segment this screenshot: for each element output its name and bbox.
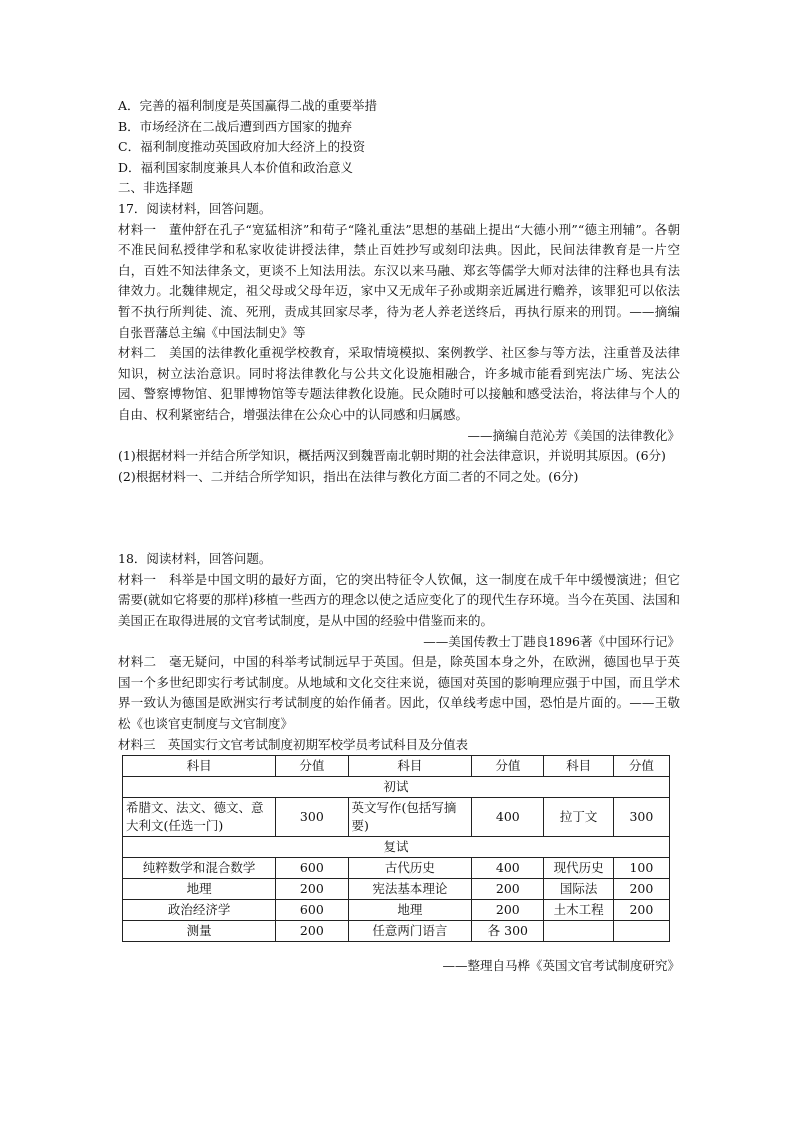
table-cell: 400 bbox=[472, 798, 544, 837]
option-b: B．市场经济在二战后遭到西方国家的抛弃 bbox=[118, 118, 353, 134]
section-title: 二、非选择题 bbox=[118, 180, 194, 196]
table-cell: 古代历史 bbox=[348, 858, 472, 879]
document-page bbox=[118, 96, 680, 977]
second-exam-label: 复试 bbox=[123, 837, 670, 858]
table-cell: 200 bbox=[472, 900, 544, 921]
table-row bbox=[123, 879, 670, 900]
table-cell: 政治经济学 bbox=[123, 900, 276, 921]
option-d: D．福利国家制度兼具人本价值和政治意义 bbox=[118, 159, 354, 175]
table-cell: 地理 bbox=[348, 900, 472, 921]
q17-question2: (2)根据材料一、二并结合所学知识，指出在法律与教化方面二者的不同之处。(6分) bbox=[118, 468, 579, 484]
table-header-cell: 分值 bbox=[276, 756, 348, 777]
table-cell: 400 bbox=[472, 858, 544, 879]
table-row bbox=[123, 798, 670, 837]
table-cell: 国际法 bbox=[544, 879, 613, 900]
table-cell: 希腊文、法文、德文、意大利文(任选一门) bbox=[123, 798, 276, 837]
table-cell: 200 bbox=[613, 879, 669, 900]
table-cell bbox=[613, 921, 669, 942]
q17-question1: (1)根据材料一并结合所学知识，概括两汉到魏晋南北朝时期的社会法律意识，并说明其原因。(6分) bbox=[118, 448, 666, 464]
table-cell: 测量 bbox=[123, 921, 276, 942]
q17-title: 17．阅读材料，回答问题。 bbox=[118, 200, 272, 216]
table-section-row bbox=[123, 777, 670, 798]
table-header-cell: 科目 bbox=[544, 756, 613, 777]
q18-material1: 材料一 科举是中国文明的最好方面，它的突出特征令人钦佩，这一制度在成千年中缓慢演进；但它需要(就如它将要的那样)移植一些西方的理念以使之适应变化了的现代生存环境。当今在英国、法国和美国正在取得进展的文官考试制度，是从中国的经验中借鉴而来的。 bbox=[118, 571, 680, 629]
table-cell: 200 bbox=[276, 921, 348, 942]
table-section-row bbox=[123, 837, 670, 858]
table-cell: 600 bbox=[276, 900, 348, 921]
table-header-cell: 科目 bbox=[348, 756, 472, 777]
table-cell bbox=[544, 921, 613, 942]
q18-material3-title: 材料三 英国实行文官考试制度初期军校学员考试科目及分值表 bbox=[118, 736, 469, 752]
table-header-cell: 科目 bbox=[123, 756, 276, 777]
q18-material1-source: ——美国传教士丁韪良1896著《中国环行记》 bbox=[423, 633, 680, 649]
table-cell: 英文写作(包括写摘要) bbox=[348, 798, 472, 837]
table-cell: 200 bbox=[613, 900, 669, 921]
table-cell: 各 300 bbox=[472, 921, 544, 942]
q17-material2-source: ——摘编自范沁芳《美国的法律教化》 bbox=[467, 427, 680, 443]
table-cell: 600 bbox=[276, 858, 348, 879]
table-cell: 300 bbox=[613, 798, 669, 837]
table-row bbox=[123, 858, 670, 879]
q18-title: 18．阅读材料，回答问题。 bbox=[118, 551, 272, 567]
table-header-row bbox=[123, 756, 670, 777]
exam-subjects-table bbox=[122, 755, 670, 942]
table-cell: 地理 bbox=[123, 879, 276, 900]
table-header-cell: 分值 bbox=[613, 756, 669, 777]
q17-material2: 材料二 美国的法律教化重视学校教育，采取情境模拟、案例教学、社区参与等方法，注重普及法律知识，树立法治意识。同时将法律教化与公共文化设施相融合，许多城市能看到宪法广场、宪法公园、警察博物馆、犯罪博物馆等专题法律教化设施。民众随时可以接触和感受法治，将法律与个人的自由、权利紧密结合，增强法律在公众心中的认同感和归属感。 bbox=[118, 345, 680, 422]
answer-space bbox=[118, 487, 680, 549]
table-cell: 任意两门语言 bbox=[348, 921, 472, 942]
initial-exam-label: 初试 bbox=[123, 777, 670, 798]
q18-material2: 材料二 毫无疑问，中国的科举考试制远早于英国。但是，除英国本身之外，在欧洲，德国也早于英国一个多世纪即实行考试制度。从地域和文化交往来说，德国对英国的影响理应强于中国，而且学术界一致认为德国是欧洲实行考试制度的始作俑者。因此，仅单线考虑中国，恐怕是片面的。——王敬松《也谈官吏制度与文官制度》 bbox=[118, 654, 680, 732]
table-cell: 纯粹数学和混合数学 bbox=[123, 858, 276, 879]
table-header-cell: 分值 bbox=[472, 756, 544, 777]
table-cell: 200 bbox=[276, 879, 348, 900]
table-cell: 宪法基本理论 bbox=[348, 879, 472, 900]
table-cell: 100 bbox=[613, 858, 669, 879]
table-cell: 300 bbox=[276, 798, 348, 837]
table-cell: 现代历史 bbox=[544, 858, 613, 879]
option-a: A．完善的福利制度是英国赢得二战的重要举措 bbox=[118, 98, 378, 113]
table-row bbox=[123, 921, 670, 942]
table-source: ——整理自马桦《英国文官考试制度研究》 bbox=[442, 958, 680, 974]
table-row bbox=[123, 900, 670, 921]
q17-material1: 材料一 董仲舒在孔子“宽猛相济”和荀子“隆礼重法”思想的基础上提出“大德小刑”“德主刑辅”。各朝不准民间私授律学和私家收徒讲授法律，禁止百姓抄写或刻印法典。因此，民间法律教育是一片空白，百姓不知法律条文，更谈不上知法用法。东汉以来马融、郑玄等儒学大师对法律的注释也具有法律效力。北魏律规定，祖父母或父母年迈，家中又无成年子孙或期亲近属进行赡养，该罪犯可以依法暂不执行所判徒、流、死刑，责成其回家尽孝，待为老人养老送终后，再执行原来的刑罚。——摘编自张晋藩总主编《中国法制史》等 bbox=[118, 221, 680, 340]
option-c: C．福利制度推动英国政府加大经济上的投资 bbox=[118, 139, 366, 155]
table-cell: 200 bbox=[472, 879, 544, 900]
table-cell: 拉丁文 bbox=[544, 798, 613, 837]
table-cell: 土木工程 bbox=[544, 900, 613, 921]
